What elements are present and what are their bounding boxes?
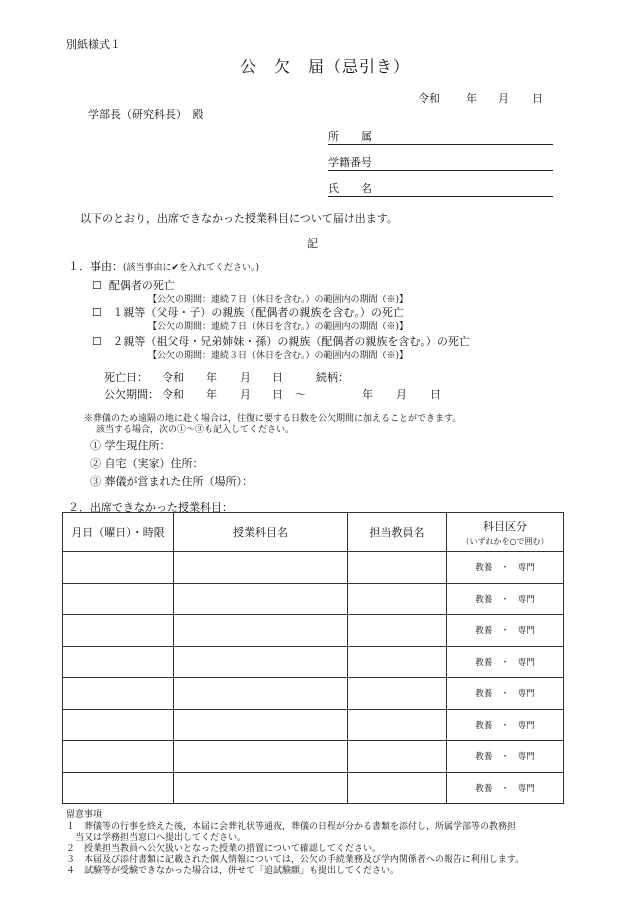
table-row	[63, 772, 564, 804]
course-cell[interactable]	[174, 615, 348, 647]
travel-note: ※葬儀のため遠隔の地に赴く場合は，往復に要する日数を公欠期間に加えることができます。	[84, 414, 462, 424]
ki-mark: 記	[307, 237, 318, 250]
period-label: 公欠期間：	[104, 388, 159, 401]
period-month: 月	[240, 388, 251, 401]
col-course: 授業科目名	[174, 513, 348, 552]
table-row	[63, 709, 564, 741]
course-cell[interactable]	[174, 552, 348, 584]
col-category-sub: （いずれかを○で囲む）	[461, 536, 549, 546]
category-cell[interactable]: 教養 ・ 専門	[447, 709, 564, 741]
death-date-month: 月	[240, 371, 251, 384]
option-first-degree-label: １親等（父母・子）の親族（配偶者の親族を含む。）の死亡	[112, 306, 404, 319]
category-cell[interactable]: 教養 ・ 専門	[447, 772, 564, 804]
teacher-cell[interactable]	[348, 678, 447, 710]
notes-heading: 留意事項	[66, 810, 103, 820]
table-row	[63, 583, 564, 615]
courses-table-header	[63, 513, 564, 552]
period-end-year: 年	[362, 388, 373, 401]
table-row	[63, 615, 564, 647]
period-year: 年	[206, 388, 217, 401]
date-cell[interactable]	[63, 583, 174, 615]
table-row	[63, 552, 564, 584]
course-cell[interactable]	[174, 772, 348, 804]
teacher-cell[interactable]	[348, 552, 447, 584]
date-cell[interactable]	[63, 678, 174, 710]
option-spouse-label: 配偶者の死亡	[108, 279, 175, 292]
category-cell[interactable]: 教養 ・ 専門	[447, 583, 564, 615]
death-date-era: 令和	[162, 371, 184, 384]
course-cell[interactable]	[174, 709, 348, 741]
section1-title: １．事由：	[68, 260, 123, 273]
period-day: 日	[272, 388, 283, 401]
date-month: 月	[498, 92, 509, 105]
student-id-label: 学籍番号	[328, 156, 372, 169]
option-second-degree-label: ２親等（祖父母・兄弟姉妹・孫）の親族（配偶者の親族を含む。）の死亡	[112, 335, 470, 348]
course-cell[interactable]	[174, 583, 348, 615]
teacher-cell[interactable]	[348, 709, 447, 741]
note-item: 当又は学務担当窓口へ提出してください。	[66, 833, 247, 843]
teacher-cell[interactable]	[348, 615, 447, 647]
date-cell[interactable]	[63, 772, 174, 804]
teacher-cell[interactable]	[348, 646, 447, 678]
table-row	[63, 678, 564, 710]
courses-table	[62, 512, 564, 804]
period-end-day: 日	[430, 388, 441, 401]
period-era: 令和	[162, 388, 184, 401]
student-id-field[interactable]	[328, 154, 553, 171]
page-title: 公 欠 届（忌引き）	[240, 57, 411, 76]
death-date-year: 年	[206, 371, 217, 384]
travel-note-2: 該当する場合，次の①～③も記入してください。	[96, 425, 295, 435]
affiliation-label: 所 属	[328, 130, 372, 143]
col-date: 月日（曜日）・時限	[63, 513, 174, 552]
option-spouse-period: 【公欠の期間：連続７日（休日を含む。）の範囲内の期間（※)】	[148, 295, 409, 305]
option-first-degree	[92, 304, 404, 320]
col-teacher: 担当教員名	[348, 513, 447, 552]
checkbox-second-degree[interactable]: ☐	[92, 335, 102, 348]
note-item: １ 葬儀等の行事を終えた後，本届に会葬礼状等通夜，葬儀の日程が分かる書類を添付し，所属学部等の教務担	[66, 822, 517, 832]
date-cell[interactable]	[63, 646, 174, 678]
date-era: 令和	[418, 92, 440, 105]
note-item: ４ 試験等が受験できなかった場合は，併せて「追試験願」も提出してください。	[66, 866, 400, 876]
date-day: 日	[532, 92, 543, 105]
teacher-cell[interactable]	[348, 772, 447, 804]
option-second-degree	[92, 333, 470, 349]
date-cell[interactable]	[63, 552, 174, 584]
course-cell[interactable]	[174, 741, 348, 773]
table-row	[63, 646, 564, 678]
section2-heading: ２．出席できなかった授業科目：	[68, 501, 233, 514]
option-first-degree-period: 【公欠の期間：連続７日（休日を含む。）の範囲内の期間（※)】	[148, 322, 409, 332]
death-date-label: 死亡日：	[104, 371, 148, 384]
intro-text: 以下のとおり，出席できなかった授業科目について届け出ます。	[80, 212, 398, 225]
death-date-day: 日	[272, 371, 283, 384]
note-item: ３ 本届及び添付書類に記載された個人情報については，公欠の手続業務及び学内関係者への報告に利用します。	[66, 855, 525, 865]
category-cell[interactable]: 教養 ・ 専門	[447, 615, 564, 647]
date-cell[interactable]	[63, 741, 174, 773]
addressee: 学部長（研究科長） 殿	[88, 108, 204, 121]
name-field[interactable]	[328, 180, 553, 197]
category-cell[interactable]: 教養 ・ 専門	[447, 552, 564, 584]
address-funeral[interactable]: ③ 葬儀が営まれた住所（場所）：	[90, 475, 253, 488]
option-second-degree-period: 【公欠の期間：連続３日（休日を含む。）の範囲内の期間（※)】	[148, 351, 409, 361]
address-home[interactable]: ② 自宅（実家）住所：	[90, 457, 204, 470]
option-spouse	[92, 277, 175, 293]
col-category	[447, 513, 564, 552]
period-tilde: ～	[295, 388, 306, 401]
date-year: 年	[466, 92, 477, 105]
date-cell[interactable]	[63, 615, 174, 647]
category-cell[interactable]: 教養 ・ 専門	[447, 741, 564, 773]
note-item: ２ 授業担当教員へ公欠扱いとなった授業の措置について確認してください。	[66, 844, 381, 854]
checkbox-spouse[interactable]: ☐	[92, 279, 102, 292]
affiliation-field[interactable]	[328, 128, 553, 145]
section1-note: (該当事由に✔を入れてください。)	[123, 263, 260, 273]
category-cell[interactable]: 教養 ・ 専門	[447, 646, 564, 678]
date-cell[interactable]	[63, 709, 174, 741]
name-label: 氏 名	[328, 182, 372, 195]
section1-heading	[68, 258, 259, 274]
relation-label: 続柄：	[316, 371, 349, 384]
form-label: 別紙様式１	[66, 38, 121, 51]
table-row	[63, 741, 564, 773]
period-end-month: 月	[396, 388, 407, 401]
course-cell[interactable]	[174, 678, 348, 710]
address-student[interactable]: ① 学生現住所：	[90, 439, 171, 452]
teacher-cell[interactable]	[348, 741, 447, 773]
checkbox-first-degree[interactable]: ☐	[92, 306, 102, 319]
col-category-label: 科目区分	[483, 519, 527, 533]
course-cell[interactable]	[174, 646, 348, 678]
category-cell[interactable]: 教養 ・ 専門	[447, 678, 564, 710]
teacher-cell[interactable]	[348, 583, 447, 615]
